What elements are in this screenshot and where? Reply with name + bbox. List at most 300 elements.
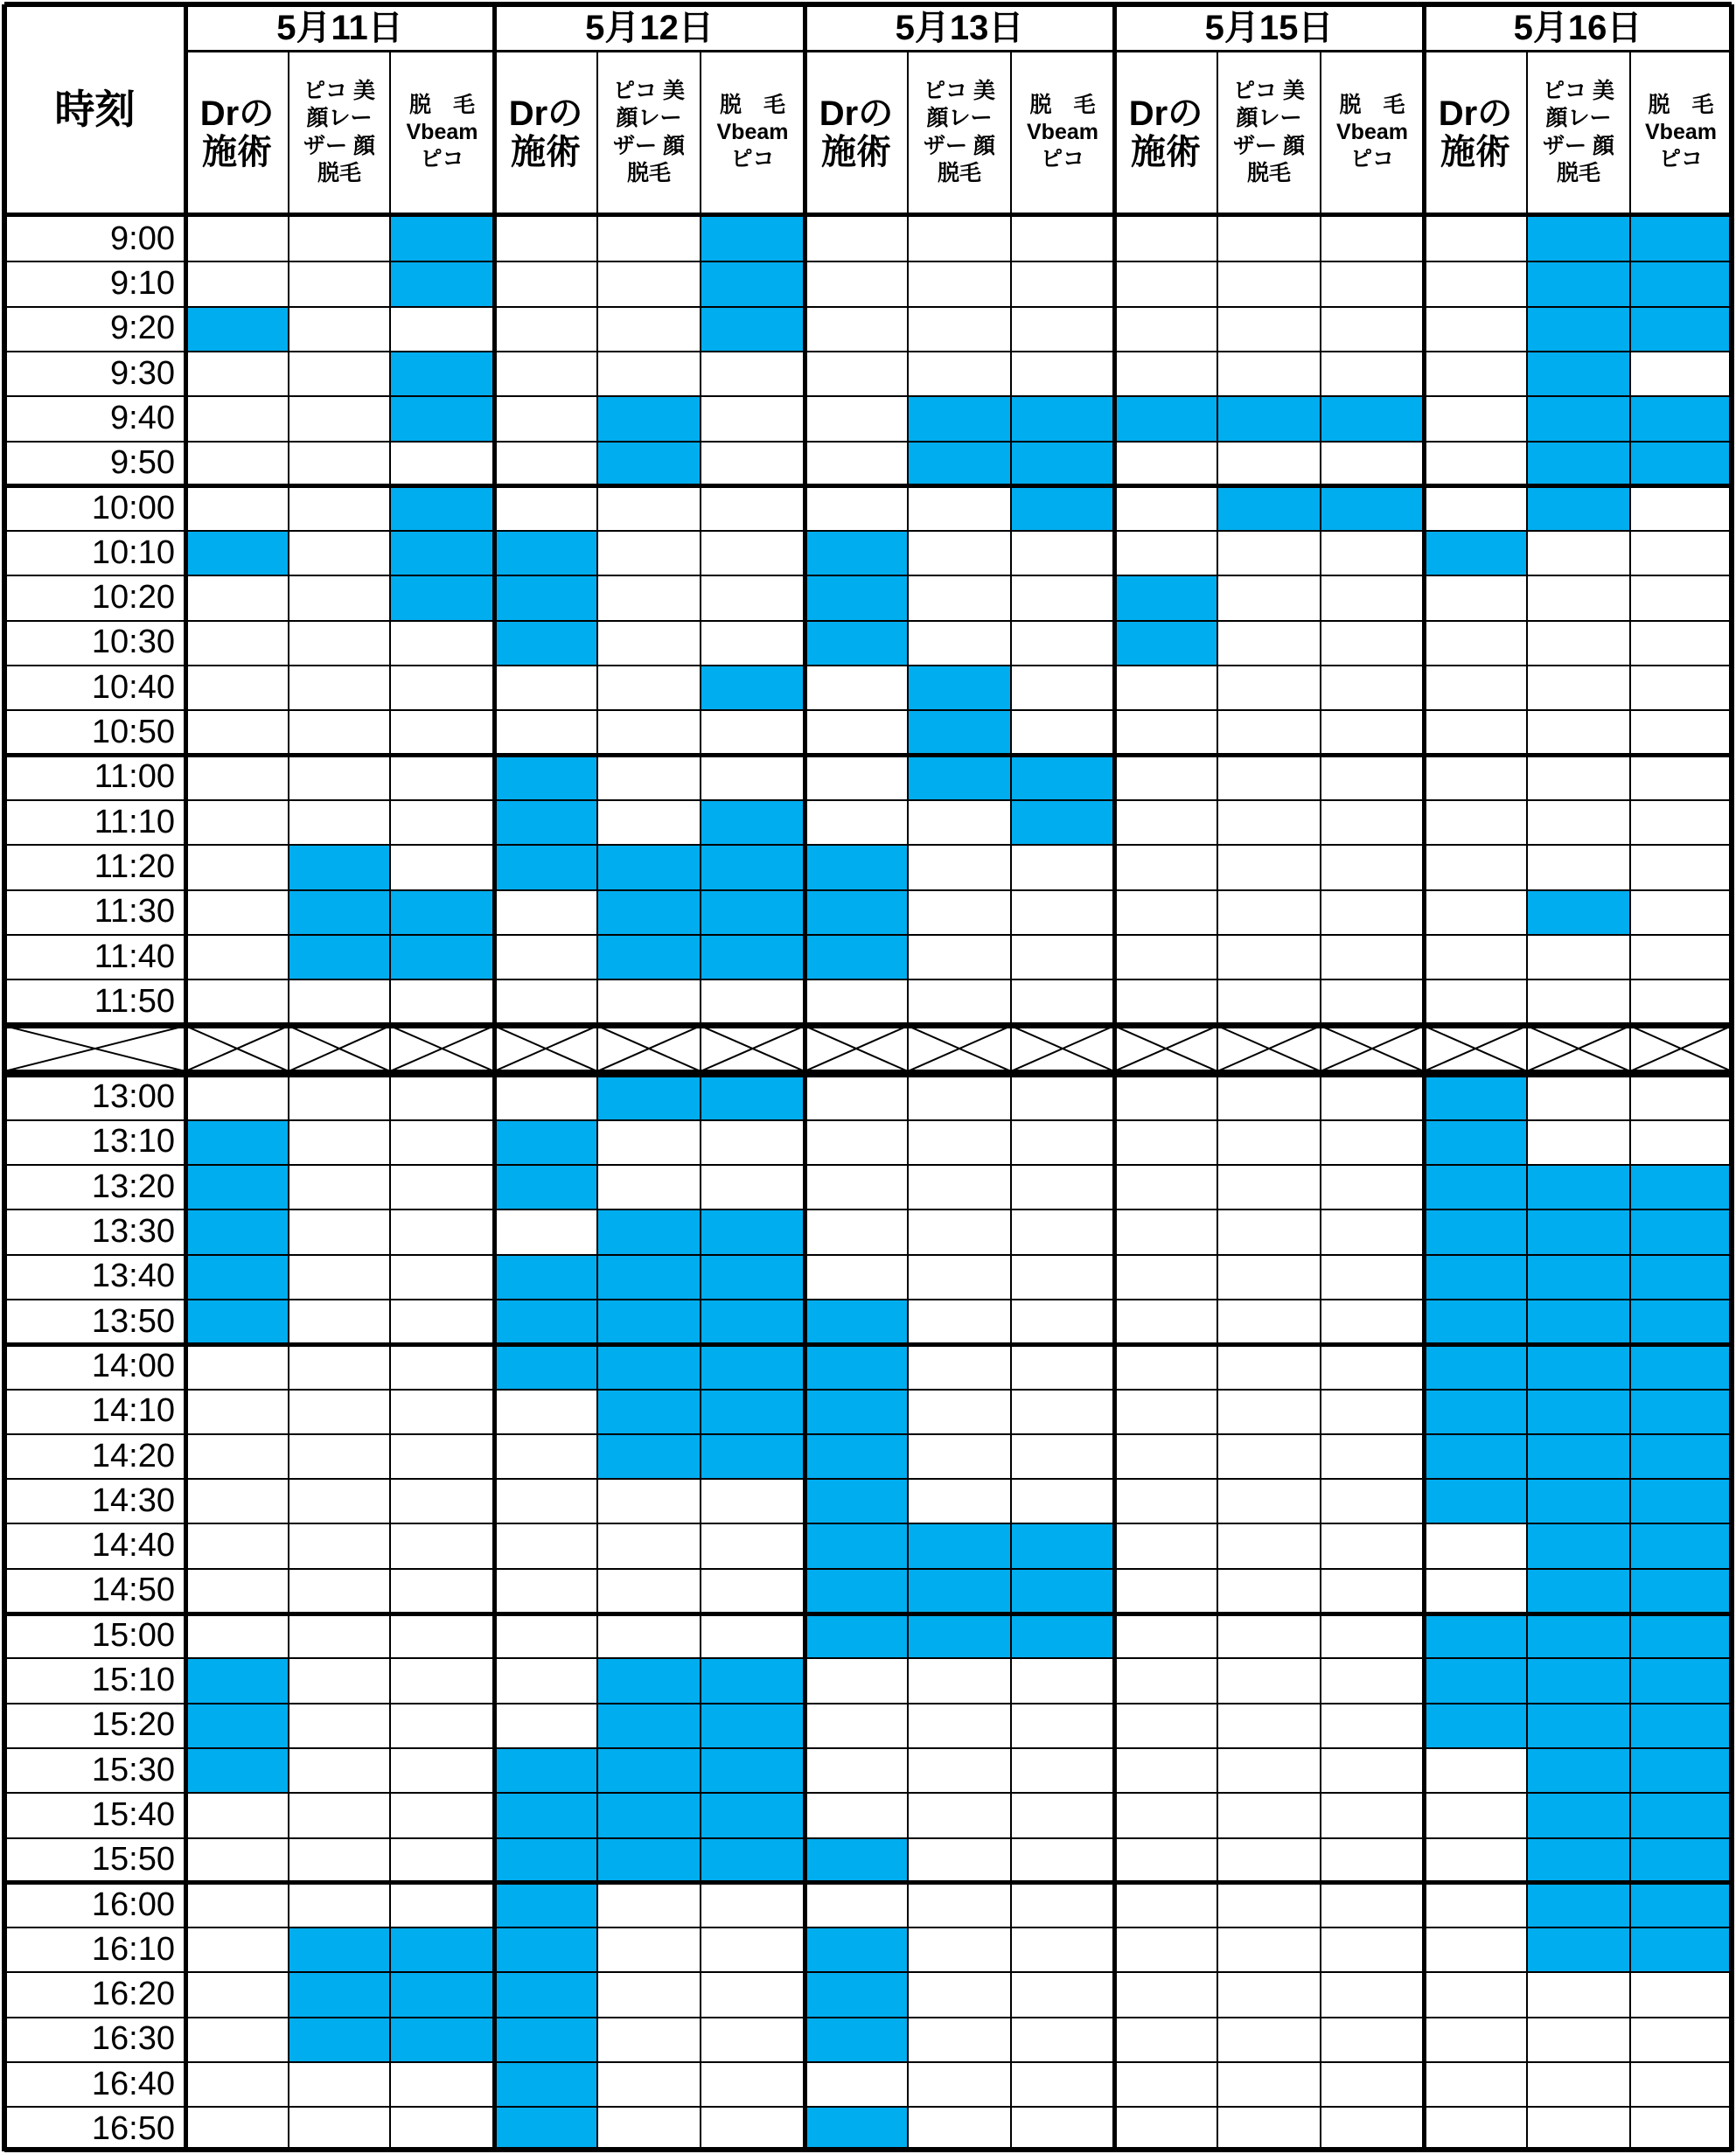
booked-slot[interactable] bbox=[1527, 1390, 1630, 1434]
free-slot[interactable] bbox=[390, 845, 494, 889]
free-slot[interactable] bbox=[390, 2062, 494, 2107]
free-slot[interactable] bbox=[908, 531, 1011, 575]
free-slot[interactable] bbox=[1217, 1390, 1321, 1434]
free-slot[interactable] bbox=[185, 2062, 289, 2107]
free-slot[interactable] bbox=[390, 756, 494, 800]
booked-slot[interactable] bbox=[805, 1614, 908, 1658]
free-slot[interactable] bbox=[701, 621, 805, 666]
free-slot[interactable] bbox=[494, 666, 597, 710]
booked-slot[interactable] bbox=[1630, 1300, 1732, 1344]
booked-slot[interactable] bbox=[805, 845, 908, 889]
free-slot[interactable] bbox=[390, 1838, 494, 1883]
free-slot[interactable] bbox=[1321, 1165, 1424, 1209]
free-slot[interactable] bbox=[1114, 486, 1217, 531]
booked-slot[interactable] bbox=[701, 800, 805, 845]
free-slot[interactable] bbox=[597, 1165, 701, 1209]
free-slot[interactable] bbox=[701, 710, 805, 755]
booked-slot[interactable] bbox=[701, 1748, 805, 1793]
free-slot[interactable] bbox=[1321, 307, 1424, 352]
free-slot[interactable] bbox=[185, 396, 289, 441]
free-slot[interactable] bbox=[494, 1075, 597, 1119]
booked-slot[interactable] bbox=[1527, 1838, 1630, 1883]
free-slot[interactable] bbox=[1424, 800, 1527, 845]
free-slot[interactable] bbox=[1114, 1748, 1217, 1793]
free-slot[interactable] bbox=[1424, 710, 1527, 755]
free-slot[interactable] bbox=[1321, 1927, 1424, 1972]
free-slot[interactable] bbox=[805, 1255, 908, 1300]
free-slot[interactable] bbox=[185, 1479, 289, 1523]
free-slot[interactable] bbox=[390, 1479, 494, 1523]
booked-slot[interactable] bbox=[908, 442, 1011, 486]
booked-slot[interactable] bbox=[701, 666, 805, 710]
free-slot[interactable] bbox=[390, 2107, 494, 2151]
free-slot[interactable] bbox=[805, 1883, 908, 1927]
free-slot[interactable] bbox=[1321, 2107, 1424, 2151]
booked-slot[interactable] bbox=[1011, 756, 1114, 800]
free-slot[interactable] bbox=[1114, 890, 1217, 935]
free-slot[interactable] bbox=[289, 1479, 390, 1523]
free-slot[interactable] bbox=[1630, 1120, 1732, 1165]
booked-slot[interactable] bbox=[597, 1704, 701, 1748]
free-slot[interactable] bbox=[1217, 666, 1321, 710]
free-slot[interactable] bbox=[289, 217, 390, 261]
booked-slot[interactable] bbox=[597, 1793, 701, 1837]
free-slot[interactable] bbox=[1011, 1972, 1114, 2017]
free-slot[interactable] bbox=[1321, 710, 1424, 755]
booked-slot[interactable] bbox=[390, 1972, 494, 2017]
free-slot[interactable] bbox=[1114, 1479, 1217, 1523]
booked-slot[interactable] bbox=[1424, 1390, 1527, 1434]
free-slot[interactable] bbox=[1011, 666, 1114, 710]
booked-slot[interactable] bbox=[494, 1927, 597, 1972]
free-slot[interactable] bbox=[1217, 1793, 1321, 1837]
free-slot[interactable] bbox=[1321, 1434, 1424, 1479]
free-slot[interactable] bbox=[289, 1569, 390, 1614]
free-slot[interactable] bbox=[908, 1883, 1011, 1927]
booked-slot[interactable] bbox=[1630, 1793, 1732, 1837]
free-slot[interactable] bbox=[185, 890, 289, 935]
booked-slot[interactable] bbox=[1527, 1434, 1630, 1479]
free-slot[interactable] bbox=[494, 352, 597, 396]
booked-slot[interactable] bbox=[1114, 575, 1217, 620]
free-slot[interactable] bbox=[1217, 845, 1321, 889]
booked-slot[interactable] bbox=[494, 1165, 597, 1209]
free-slot[interactable] bbox=[1321, 890, 1424, 935]
booked-slot[interactable] bbox=[701, 1838, 805, 1883]
free-slot[interactable] bbox=[908, 2107, 1011, 2151]
booked-slot[interactable] bbox=[1630, 442, 1732, 486]
free-slot[interactable] bbox=[1217, 621, 1321, 666]
booked-slot[interactable] bbox=[805, 2018, 908, 2062]
free-slot[interactable] bbox=[1011, 575, 1114, 620]
free-slot[interactable] bbox=[289, 1748, 390, 1793]
free-slot[interactable] bbox=[494, 1569, 597, 1614]
booked-slot[interactable] bbox=[289, 1927, 390, 1972]
booked-slot[interactable] bbox=[1527, 352, 1630, 396]
free-slot[interactable] bbox=[390, 800, 494, 845]
booked-slot[interactable] bbox=[1630, 217, 1732, 261]
free-slot[interactable] bbox=[1217, 217, 1321, 261]
booked-slot[interactable] bbox=[390, 531, 494, 575]
free-slot[interactable] bbox=[1217, 1255, 1321, 1300]
free-slot[interactable] bbox=[1217, 2018, 1321, 2062]
booked-slot[interactable] bbox=[805, 575, 908, 620]
free-slot[interactable] bbox=[185, 845, 289, 889]
free-slot[interactable] bbox=[494, 1434, 597, 1479]
free-slot[interactable] bbox=[1114, 1927, 1217, 1972]
free-slot[interactable] bbox=[494, 1704, 597, 1748]
booked-slot[interactable] bbox=[701, 935, 805, 979]
free-slot[interactable] bbox=[597, 2107, 701, 2151]
free-slot[interactable] bbox=[805, 442, 908, 486]
free-slot[interactable] bbox=[805, 979, 908, 1024]
booked-slot[interactable] bbox=[390, 2018, 494, 2062]
free-slot[interactable] bbox=[289, 756, 390, 800]
free-slot[interactable] bbox=[1321, 1569, 1424, 1614]
free-slot[interactable] bbox=[1424, 307, 1527, 352]
booked-slot[interactable] bbox=[1011, 486, 1114, 531]
booked-slot[interactable] bbox=[1527, 1255, 1630, 1300]
free-slot[interactable] bbox=[805, 800, 908, 845]
booked-slot[interactable] bbox=[494, 575, 597, 620]
free-slot[interactable] bbox=[908, 486, 1011, 531]
free-slot[interactable] bbox=[289, 1209, 390, 1254]
free-slot[interactable] bbox=[1011, 1479, 1114, 1523]
free-slot[interactable] bbox=[1527, 800, 1630, 845]
free-slot[interactable] bbox=[1011, 261, 1114, 306]
free-slot[interactable] bbox=[185, 1075, 289, 1119]
booked-slot[interactable] bbox=[1011, 1614, 1114, 1658]
booked-slot[interactable] bbox=[1630, 1704, 1732, 1748]
free-slot[interactable] bbox=[908, 1344, 1011, 1389]
free-slot[interactable] bbox=[1630, 531, 1732, 575]
booked-slot[interactable] bbox=[1527, 1344, 1630, 1389]
free-slot[interactable] bbox=[185, 1569, 289, 1614]
free-slot[interactable] bbox=[908, 1434, 1011, 1479]
free-slot[interactable] bbox=[1217, 1748, 1321, 1793]
free-slot[interactable] bbox=[185, 1838, 289, 1883]
free-slot[interactable] bbox=[1424, 442, 1527, 486]
free-slot[interactable] bbox=[1630, 710, 1732, 755]
free-slot[interactable] bbox=[1217, 1075, 1321, 1119]
booked-slot[interactable] bbox=[1011, 800, 1114, 845]
free-slot[interactable] bbox=[1527, 979, 1630, 1024]
booked-slot[interactable] bbox=[289, 890, 390, 935]
free-slot[interactable] bbox=[390, 1209, 494, 1254]
booked-slot[interactable] bbox=[185, 531, 289, 575]
free-slot[interactable] bbox=[805, 486, 908, 531]
free-slot[interactable] bbox=[1114, 1523, 1217, 1568]
free-slot[interactable] bbox=[1217, 1704, 1321, 1748]
booked-slot[interactable] bbox=[701, 217, 805, 261]
free-slot[interactable] bbox=[1217, 1614, 1321, 1658]
booked-slot[interactable] bbox=[701, 1344, 805, 1389]
free-slot[interactable] bbox=[289, 1390, 390, 1434]
free-slot[interactable] bbox=[805, 1793, 908, 1837]
free-slot[interactable] bbox=[494, 1390, 597, 1434]
free-slot[interactable] bbox=[185, 756, 289, 800]
free-slot[interactable] bbox=[597, 710, 701, 755]
free-slot[interactable] bbox=[289, 1704, 390, 1748]
free-slot[interactable] bbox=[1424, 1927, 1527, 1972]
free-slot[interactable] bbox=[289, 1838, 390, 1883]
booked-slot[interactable] bbox=[494, 621, 597, 666]
booked-slot[interactable] bbox=[1527, 217, 1630, 261]
free-slot[interactable] bbox=[1011, 1658, 1114, 1703]
booked-slot[interactable] bbox=[701, 1075, 805, 1119]
free-slot[interactable] bbox=[908, 1479, 1011, 1523]
free-slot[interactable] bbox=[597, 1523, 701, 1568]
free-slot[interactable] bbox=[805, 1120, 908, 1165]
free-slot[interactable] bbox=[185, 575, 289, 620]
booked-slot[interactable] bbox=[1630, 1434, 1732, 1479]
booked-slot[interactable] bbox=[494, 756, 597, 800]
free-slot[interactable] bbox=[805, 396, 908, 441]
free-slot[interactable] bbox=[494, 935, 597, 979]
booked-slot[interactable] bbox=[1630, 1838, 1732, 1883]
free-slot[interactable] bbox=[1527, 531, 1630, 575]
booked-slot[interactable] bbox=[1424, 1479, 1527, 1523]
free-slot[interactable] bbox=[597, 217, 701, 261]
booked-slot[interactable] bbox=[1424, 1434, 1527, 1479]
free-slot[interactable] bbox=[1630, 2062, 1732, 2107]
booked-slot[interactable] bbox=[805, 890, 908, 935]
free-slot[interactable] bbox=[805, 1209, 908, 1254]
free-slot[interactable] bbox=[494, 1479, 597, 1523]
booked-slot[interactable] bbox=[1527, 307, 1630, 352]
free-slot[interactable] bbox=[1321, 1209, 1424, 1254]
free-slot[interactable] bbox=[390, 1120, 494, 1165]
free-slot[interactable] bbox=[1630, 845, 1732, 889]
booked-slot[interactable] bbox=[597, 1209, 701, 1254]
booked-slot[interactable] bbox=[805, 1569, 908, 1614]
booked-slot[interactable] bbox=[390, 217, 494, 261]
free-slot[interactable] bbox=[1321, 1748, 1424, 1793]
booked-slot[interactable] bbox=[701, 1793, 805, 1837]
free-slot[interactable] bbox=[1321, 800, 1424, 845]
free-slot[interactable] bbox=[1321, 1255, 1424, 1300]
free-slot[interactable] bbox=[289, 621, 390, 666]
free-slot[interactable] bbox=[1011, 1793, 1114, 1837]
booked-slot[interactable] bbox=[1424, 1658, 1527, 1703]
free-slot[interactable] bbox=[1217, 1883, 1321, 1927]
booked-slot[interactable] bbox=[1630, 1479, 1732, 1523]
free-slot[interactable] bbox=[701, 1569, 805, 1614]
free-slot[interactable] bbox=[1424, 935, 1527, 979]
free-slot[interactable] bbox=[390, 1390, 494, 1434]
free-slot[interactable] bbox=[289, 1255, 390, 1300]
free-slot[interactable] bbox=[1114, 800, 1217, 845]
free-slot[interactable] bbox=[701, 575, 805, 620]
free-slot[interactable] bbox=[1321, 845, 1424, 889]
booked-slot[interactable] bbox=[1527, 1883, 1630, 1927]
free-slot[interactable] bbox=[494, 261, 597, 306]
free-slot[interactable] bbox=[1424, 756, 1527, 800]
free-slot[interactable] bbox=[1630, 352, 1732, 396]
booked-slot[interactable] bbox=[805, 531, 908, 575]
free-slot[interactable] bbox=[185, 2018, 289, 2062]
free-slot[interactable] bbox=[1630, 1972, 1732, 2017]
free-slot[interactable] bbox=[1321, 1658, 1424, 1703]
booked-slot[interactable] bbox=[1630, 1255, 1732, 1300]
free-slot[interactable] bbox=[1321, 666, 1424, 710]
free-slot[interactable] bbox=[1527, 666, 1630, 710]
booked-slot[interactable] bbox=[597, 1390, 701, 1434]
free-slot[interactable] bbox=[390, 979, 494, 1024]
free-slot[interactable] bbox=[390, 307, 494, 352]
free-slot[interactable] bbox=[1114, 1793, 1217, 1837]
booked-slot[interactable] bbox=[1527, 261, 1630, 306]
free-slot[interactable] bbox=[1217, 1479, 1321, 1523]
free-slot[interactable] bbox=[390, 1523, 494, 1568]
free-slot[interactable] bbox=[1424, 1569, 1527, 1614]
free-slot[interactable] bbox=[289, 307, 390, 352]
free-slot[interactable] bbox=[805, 352, 908, 396]
booked-slot[interactable] bbox=[1527, 1523, 1630, 1568]
free-slot[interactable] bbox=[1011, 2018, 1114, 2062]
free-slot[interactable] bbox=[1424, 261, 1527, 306]
booked-slot[interactable] bbox=[805, 1479, 908, 1523]
free-slot[interactable] bbox=[1011, 1434, 1114, 1479]
free-slot[interactable] bbox=[597, 1883, 701, 1927]
free-slot[interactable] bbox=[597, 1479, 701, 1523]
free-slot[interactable] bbox=[289, 1793, 390, 1837]
booked-slot[interactable] bbox=[289, 935, 390, 979]
free-slot[interactable] bbox=[1424, 352, 1527, 396]
free-slot[interactable] bbox=[390, 1434, 494, 1479]
free-slot[interactable] bbox=[1321, 1075, 1424, 1119]
free-slot[interactable] bbox=[289, 1165, 390, 1209]
free-slot[interactable] bbox=[390, 1614, 494, 1658]
free-slot[interactable] bbox=[1321, 1344, 1424, 1389]
free-slot[interactable] bbox=[1424, 575, 1527, 620]
free-slot[interactable] bbox=[1217, 1165, 1321, 1209]
booked-slot[interactable] bbox=[908, 1614, 1011, 1658]
booked-slot[interactable] bbox=[908, 710, 1011, 755]
booked-slot[interactable] bbox=[597, 1344, 701, 1389]
free-slot[interactable] bbox=[1011, 352, 1114, 396]
free-slot[interactable] bbox=[1424, 666, 1527, 710]
free-slot[interactable] bbox=[1424, 1523, 1527, 1568]
free-slot[interactable] bbox=[1011, 307, 1114, 352]
booked-slot[interactable] bbox=[597, 442, 701, 486]
free-slot[interactable] bbox=[701, 486, 805, 531]
free-slot[interactable] bbox=[1011, 1255, 1114, 1300]
booked-slot[interactable] bbox=[805, 621, 908, 666]
booked-slot[interactable] bbox=[185, 1658, 289, 1703]
booked-slot[interactable] bbox=[390, 396, 494, 441]
free-slot[interactable] bbox=[597, 1569, 701, 1614]
free-slot[interactable] bbox=[1527, 756, 1630, 800]
free-slot[interactable] bbox=[289, 1523, 390, 1568]
free-slot[interactable] bbox=[805, 666, 908, 710]
free-slot[interactable] bbox=[1217, 575, 1321, 620]
free-slot[interactable] bbox=[908, 307, 1011, 352]
booked-slot[interactable] bbox=[701, 1255, 805, 1300]
free-slot[interactable] bbox=[1217, 1523, 1321, 1568]
booked-slot[interactable] bbox=[1630, 396, 1732, 441]
free-slot[interactable] bbox=[1321, 621, 1424, 666]
free-slot[interactable] bbox=[1217, 307, 1321, 352]
free-slot[interactable] bbox=[701, 352, 805, 396]
booked-slot[interactable] bbox=[494, 1838, 597, 1883]
free-slot[interactable] bbox=[185, 1927, 289, 1972]
booked-slot[interactable] bbox=[1424, 1300, 1527, 1344]
free-slot[interactable] bbox=[1217, 1569, 1321, 1614]
free-slot[interactable] bbox=[1217, 352, 1321, 396]
free-slot[interactable] bbox=[494, 1658, 597, 1703]
free-slot[interactable] bbox=[1321, 1120, 1424, 1165]
free-slot[interactable] bbox=[597, 1120, 701, 1165]
free-slot[interactable] bbox=[1630, 621, 1732, 666]
free-slot[interactable] bbox=[185, 1883, 289, 1927]
free-slot[interactable] bbox=[908, 1838, 1011, 1883]
free-slot[interactable] bbox=[185, 935, 289, 979]
free-slot[interactable] bbox=[1114, 1883, 1217, 1927]
free-slot[interactable] bbox=[1321, 1614, 1424, 1658]
booked-slot[interactable] bbox=[701, 845, 805, 889]
booked-slot[interactable] bbox=[1011, 396, 1114, 441]
free-slot[interactable] bbox=[1114, 1704, 1217, 1748]
free-slot[interactable] bbox=[1011, 217, 1114, 261]
booked-slot[interactable] bbox=[597, 935, 701, 979]
free-slot[interactable] bbox=[701, 1883, 805, 1927]
booked-slot[interactable] bbox=[1630, 1209, 1732, 1254]
free-slot[interactable] bbox=[1630, 890, 1732, 935]
free-slot[interactable] bbox=[805, 1704, 908, 1748]
free-slot[interactable] bbox=[1321, 2018, 1424, 2062]
booked-slot[interactable] bbox=[1527, 1614, 1630, 1658]
free-slot[interactable] bbox=[597, 575, 701, 620]
free-slot[interactable] bbox=[805, 710, 908, 755]
free-slot[interactable] bbox=[1217, 1658, 1321, 1703]
free-slot[interactable] bbox=[597, 1972, 701, 2017]
free-slot[interactable] bbox=[1424, 2062, 1527, 2107]
free-slot[interactable] bbox=[1114, 1569, 1217, 1614]
free-slot[interactable] bbox=[494, 1614, 597, 1658]
free-slot[interactable] bbox=[1527, 2107, 1630, 2151]
free-slot[interactable] bbox=[1424, 2018, 1527, 2062]
free-slot[interactable] bbox=[185, 217, 289, 261]
booked-slot[interactable] bbox=[908, 396, 1011, 441]
free-slot[interactable] bbox=[908, 1704, 1011, 1748]
free-slot[interactable] bbox=[1114, 666, 1217, 710]
free-slot[interactable] bbox=[1321, 261, 1424, 306]
free-slot[interactable] bbox=[1321, 1390, 1424, 1434]
booked-slot[interactable] bbox=[1424, 1704, 1527, 1748]
free-slot[interactable] bbox=[1630, 935, 1732, 979]
free-slot[interactable] bbox=[701, 531, 805, 575]
free-slot[interactable] bbox=[1217, 1972, 1321, 2017]
booked-slot[interactable] bbox=[185, 1255, 289, 1300]
free-slot[interactable] bbox=[289, 666, 390, 710]
free-slot[interactable] bbox=[185, 486, 289, 531]
free-slot[interactable] bbox=[1217, 1434, 1321, 1479]
free-slot[interactable] bbox=[1321, 1479, 1424, 1523]
free-slot[interactable] bbox=[1527, 1075, 1630, 1119]
free-slot[interactable] bbox=[597, 756, 701, 800]
free-slot[interactable] bbox=[1217, 935, 1321, 979]
free-slot[interactable] bbox=[289, 1434, 390, 1479]
booked-slot[interactable] bbox=[390, 935, 494, 979]
free-slot[interactable] bbox=[1114, 1434, 1217, 1479]
free-slot[interactable] bbox=[908, 261, 1011, 306]
free-slot[interactable] bbox=[701, 1120, 805, 1165]
free-slot[interactable] bbox=[908, 1165, 1011, 1209]
free-slot[interactable] bbox=[1011, 1748, 1114, 1793]
free-slot[interactable] bbox=[1217, 1838, 1321, 1883]
free-slot[interactable] bbox=[1217, 800, 1321, 845]
